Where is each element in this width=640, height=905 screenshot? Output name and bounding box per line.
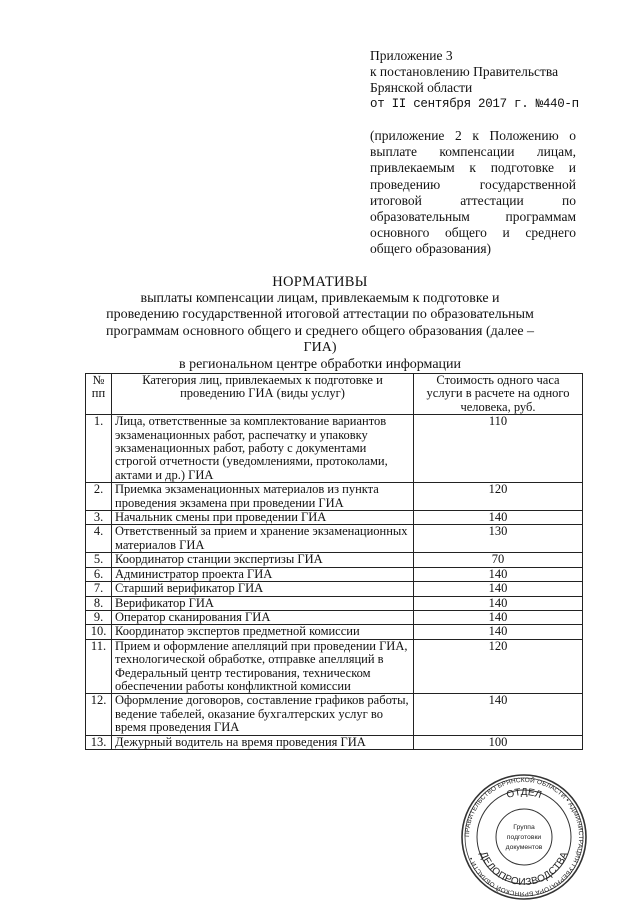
row-num: 2. <box>86 483 112 511</box>
appendix-decree: к постановлению Правительства <box>370 64 559 79</box>
row-category: Старший верификатор ГИА <box>112 582 414 596</box>
appendix-header <box>370 48 590 112</box>
header-cost: Стоимость одного часа услуги в расчете на одного человека, руб. <box>414 374 583 415</box>
table-row <box>86 415 583 483</box>
row-cost: 140 <box>414 596 583 610</box>
row-cost: 140 <box>414 511 583 525</box>
official-stamp-seal <box>460 773 588 901</box>
title-line-3: программам основного общего и среднего общего образования (далее – ГИА) <box>105 323 535 355</box>
row-cost: 100 <box>414 735 583 749</box>
row-cost: 140 <box>414 694 583 735</box>
row-num: 10. <box>86 625 112 639</box>
row-num: 12. <box>86 694 112 735</box>
row-category: Приемка экзаменационных материалов из пункта проведения экзамена при проведении ГИА <box>112 483 414 511</box>
row-cost: 110 <box>414 415 583 483</box>
row-cost: 140 <box>414 567 583 581</box>
row-num: 6. <box>86 567 112 581</box>
row-num: 7. <box>86 582 112 596</box>
table-row <box>86 483 583 511</box>
title-line-4: в региональном центре обработки информации <box>178 356 462 372</box>
row-num: 8. <box>86 596 112 610</box>
appendix-date: от II сентября 2017 г. №440-п <box>370 97 579 111</box>
stamp-bottom-text: ДЕЛОПРОИЗВОДСТВА <box>477 850 571 889</box>
table-row <box>86 735 583 749</box>
row-category: Лица, ответственные за комплектование вариантов экзаменационных работ, распечатку и упаковку экзаменационных работ, работу с документами строгой отчетности (уведомлениями, протоколами, актами и др.) ГИА <box>112 415 414 483</box>
header-category: Категория лиц, привлекаемых к подготовке и проведению ГИА (виды услуг) <box>112 374 414 415</box>
row-category: Оператор сканирования ГИА <box>112 610 414 624</box>
stamp-top-text: ОТДЕЛ <box>505 786 543 802</box>
table-row <box>86 553 583 567</box>
svg-text:ОТДЕЛ <box>505 787 543 801</box>
row-category: Прием и оформление апелляций при проведении ГИА, технологической обработке, отправке апелляций в Федеральный центр тестирования, техническом обеспечении работы конфликтной комиссии <box>112 639 414 694</box>
table-row <box>86 582 583 596</box>
appendix-note: (приложение 2 к Положению о выплате компенсации лицам, привлекаемым к подготовке и проведению государственной итоговой аттестации по образовательным программам основного общего и среднего общего образования) <box>370 128 576 257</box>
table-row <box>86 610 583 624</box>
table-row <box>86 639 583 694</box>
row-num: 11. <box>86 639 112 694</box>
row-num: 13. <box>86 735 112 749</box>
row-cost: 140 <box>414 625 583 639</box>
norms-table <box>85 373 583 750</box>
table-header-row <box>86 374 583 415</box>
row-cost: 130 <box>414 525 583 553</box>
appendix-region: Брянской области <box>370 80 473 95</box>
row-num: 5. <box>86 553 112 567</box>
row-category: Дежурный водитель на время проведения ГИА <box>112 735 414 749</box>
stamp-center-line-3: документов <box>505 844 543 851</box>
row-cost: 140 <box>414 582 583 596</box>
table-row <box>86 694 583 735</box>
table-row <box>86 625 583 639</box>
table-row <box>86 596 583 610</box>
row-category: Оформление договоров, составление графиков работы, ведение табелей, оказание бухгалтерских услуг во время проведения ГИА <box>112 694 414 735</box>
stamp-center-line-1: Группа <box>513 824 535 831</box>
row-category: Координатор станции экспертизы ГИА <box>112 553 414 567</box>
row-num: 3. <box>86 511 112 525</box>
table-row <box>86 511 583 525</box>
title-heading: НОРМАТИВЫ <box>272 274 368 290</box>
stamp-center-line-2: подготовки <box>506 834 542 841</box>
table-row <box>86 567 583 581</box>
appendix-number: Приложение 3 <box>370 48 453 63</box>
row-cost: 70 <box>414 553 583 567</box>
title-line-1: выплаты компенсации лицам, привлекаемым к подготовке и <box>140 290 500 306</box>
row-category: Ответственный за прием и хранение экзаменационных материалов ГИА <box>112 525 414 553</box>
row-cost: 120 <box>414 483 583 511</box>
table-row <box>86 525 583 553</box>
row-cost: 120 <box>414 639 583 694</box>
row-category: Начальник смены при проведении ГИА <box>112 511 414 525</box>
row-category: Верификатор ГИА <box>112 596 414 610</box>
row-cost: 140 <box>414 610 583 624</box>
row-num: 1. <box>86 415 112 483</box>
header-num: № пп <box>86 374 112 415</box>
title-line-2: проведению государственной итоговой аттестации по образовательным <box>106 307 534 322</box>
stamp-ring-text: ПРАВИТЕЛЬСТВО БРЯНСКОЙ ОБЛАСТИ • АДМИНИСТРАЦИЯ ГУБЕРНАТОРА БРЯНСКОЙ ОБЛАСТИ • <box>463 776 585 898</box>
row-category: Администратор проекта ГИА <box>112 567 414 581</box>
row-num: 9. <box>86 610 112 624</box>
row-num: 4. <box>86 525 112 553</box>
document-title <box>92 274 548 373</box>
row-category: Координатор экспертов предметной комиссии <box>112 625 414 639</box>
